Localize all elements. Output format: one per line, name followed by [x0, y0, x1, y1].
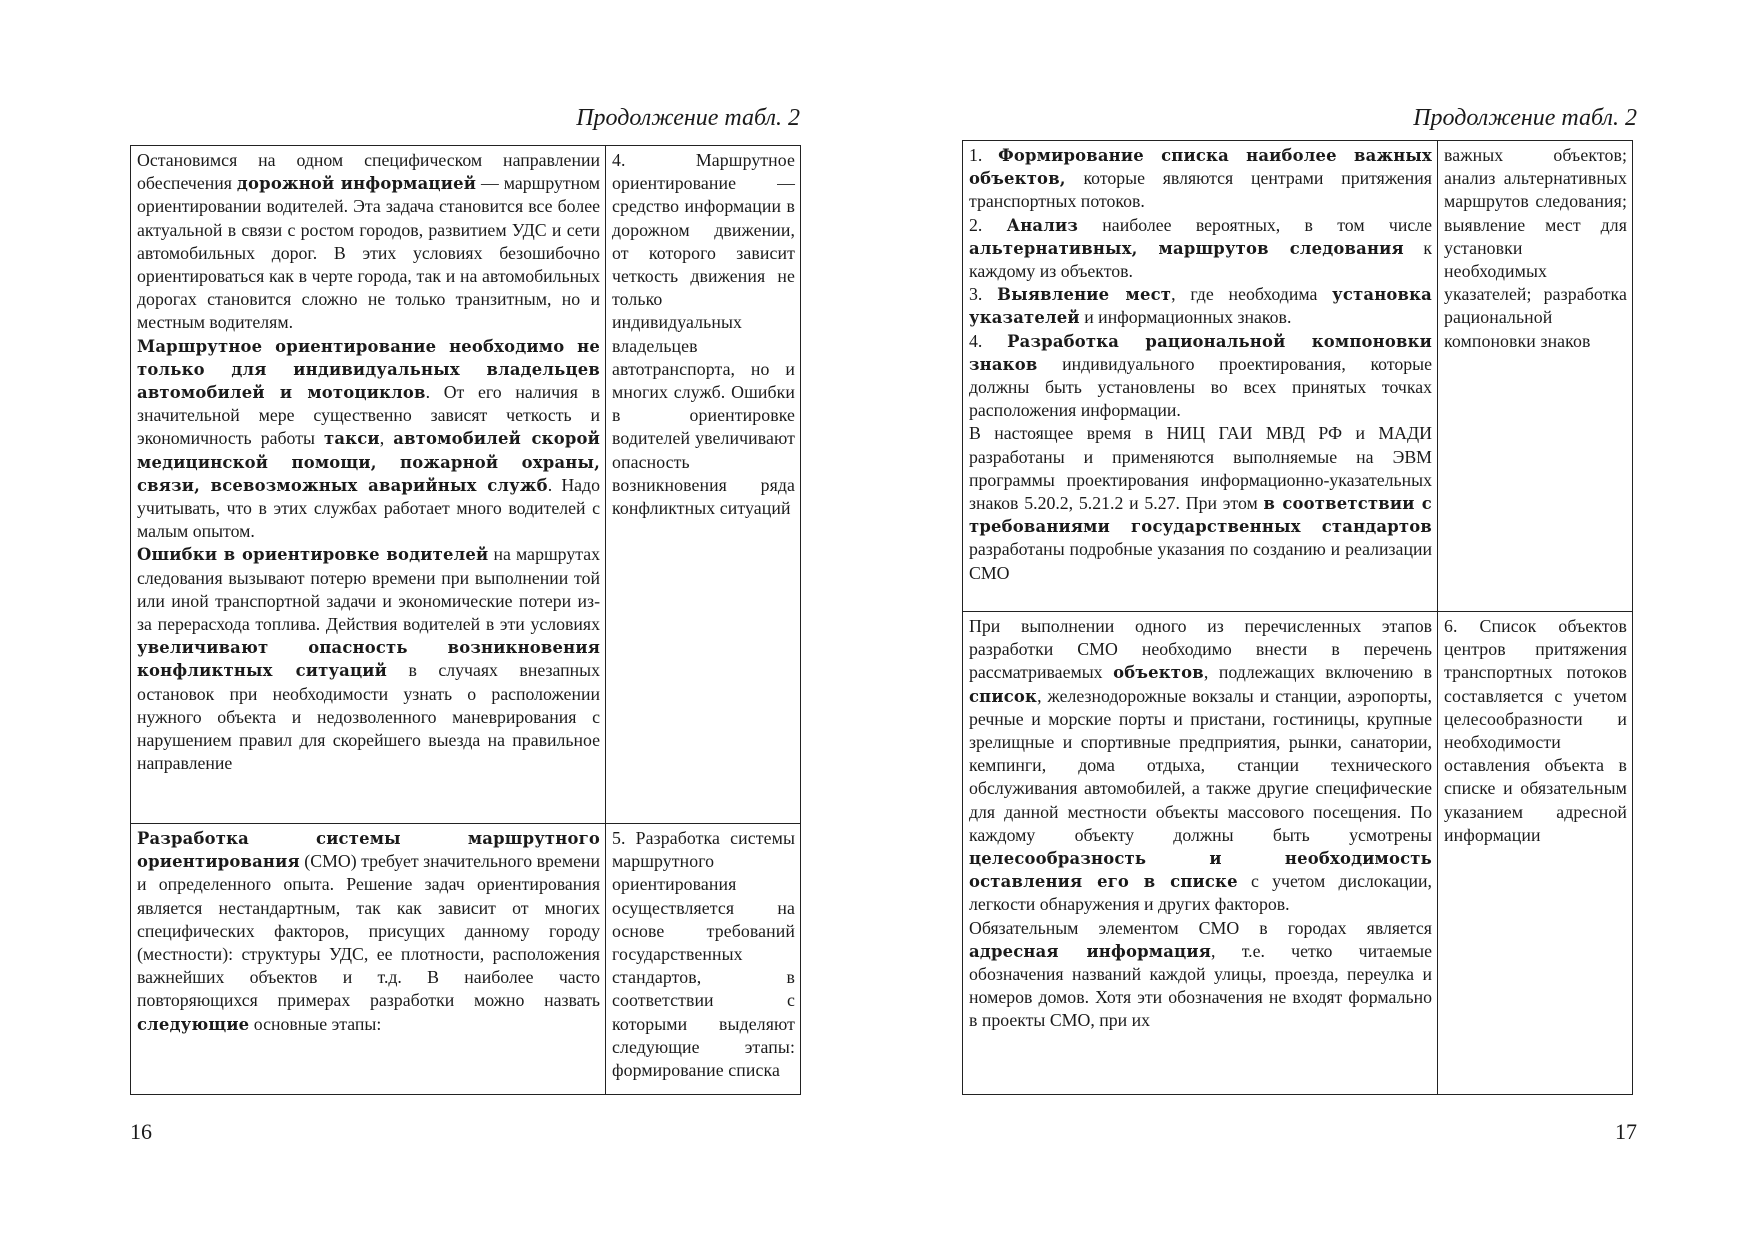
bold-text: объектов [1113, 663, 1204, 683]
text-run: , железнодорожные вокзалы и станции, аэропорты, речные и морские порты и пристани, гостиницы, крупные зрелищные и спортивные предприятия, рынки, санатории, кемпинги, дома отдыха, станции технического обслуживания автомобилей, а также другие специфические для данной местности объекты массового посещения. По каждому объекту должны быть усмотрены [969, 685, 1432, 845]
bold-text: адресная информация [969, 941, 1212, 961]
left-page [0, 0, 877, 1240]
paragraph [969, 214, 1432, 284]
paragraph [969, 144, 1432, 214]
text-run: (СМО) требует значительного времени и определенного опыта. Решение задач ориентирования является нестандартным, так как зависит от многих специфических факторов, присущих данному городу (местности): структуры УДС, ее плотности, расположения важнейших объектов и т.д. В наиболее часто повторяющихся примерах разработки можно назвать [137, 851, 600, 1011]
text-run: к каждому из объектов. [969, 237, 1432, 282]
bold-text: Анализ [1006, 215, 1078, 235]
text-run: наиболее вероятных, в том числе [1077, 214, 1432, 235]
page-number: 16 [130, 1119, 152, 1144]
bold-text: Разработка системы маршрутного ориентирования [137, 829, 600, 872]
main-text-cell [963, 141, 1438, 612]
text-run: и информационных знаков. [1079, 307, 1292, 328]
bold-text: Ошибки в ориентировке водителей [137, 545, 489, 565]
bold-text: альтернативных, маршрутов следования [969, 238, 1404, 258]
text-run: . Надо учитывать, что в этих службах работает много водителей с малым опытом. [137, 474, 600, 542]
text-run: в случаях внезапных остановок при необходимости узнать о расположении нужного объекта и недозволенного маневрирования с нарушением правил для скорейшего выезда на правильное направление [137, 660, 600, 774]
continuation-header: Продолжение табл. 2 [1413, 105, 1637, 131]
text-run: с учетом дислокации, легкости обнаружения и других факторов. [969, 871, 1432, 915]
paragraph [969, 330, 1432, 423]
bold-text: дорожной информацией [236, 174, 477, 194]
main-text-cell [131, 824, 606, 1095]
bold-text: Выявление мест [997, 285, 1172, 305]
text-run: разработаны подробные указания по созданию и реализации СМО [969, 539, 1432, 583]
text-run: Обязательным элементом СМО в городах является [969, 917, 1432, 938]
paragraph [137, 335, 600, 544]
text-run: индивидуального проектирования, которые должны быть установлены во всех принятых точках расположения информации. [969, 353, 1432, 421]
page-number: 17 [1615, 1119, 1637, 1144]
text-run: . От его наличия в значительной мере существенно зависят четкость и экономичность работы [137, 382, 600, 449]
text-run: , где необходима [1171, 284, 1333, 305]
text-run: , [379, 428, 394, 449]
bold-text: следующие [137, 1014, 250, 1034]
text-run: 2. [969, 214, 1007, 235]
paragraph [969, 917, 1432, 1033]
table-row [963, 612, 1633, 1095]
bold-text: автомобилей скорой медицинской помощи, пожарной охраны, связи, всевозможных аварийных служб [137, 429, 601, 495]
bold-text: Маршрутное ориентирование необходимо не только для индивидуальных владельцев автомобилей и мотоциклов [137, 336, 600, 403]
text-run: В настоящее время в НИЦ ГАИ МВД РФ и МАДИ разработаны и применяются выполняемые на ЭВМ программы проектирования информационно-указательных знаков 5.20.2, 5.21.2 и 5.27. При этом [969, 423, 1432, 514]
table-row [131, 146, 801, 824]
bold-text: в соответствии с требованиями государственных стандартов [969, 494, 1432, 537]
text-run: Остановимся на одном специфическом направлении обеспечения [137, 150, 600, 194]
bold-text: Формирование списка наиболее важных объектов, [969, 146, 1433, 189]
text-run: — маршрутном ориентировании водителей. Эта задача становится все более актуальной в связи с ростом городов, развитием УДС и сети автомобильных дорог. В этих условиях безошибочно ориентироваться как в черте города, так и на автомобильных дорогах становится сложно не только транзитным, но и местным водителям. [137, 173, 601, 333]
summary-cell: 6. Список объектов центров притяжения транспортных потоков составляется с учетом целесообразности и необходимости оставления объекта в списке и обязательным указанием адресной информации [1438, 612, 1633, 1095]
bold-text: такси [324, 429, 380, 449]
paragraph [969, 422, 1432, 584]
text-run: 3. [969, 284, 998, 305]
right-page [877, 0, 1755, 1240]
content-table [962, 140, 1633, 1095]
paragraph [137, 827, 600, 1036]
paragraph [969, 615, 1432, 917]
summary-cell: 5. Разработка системы маршрутного ориентирования осуществляется на основе требований государственных стандартов, в соответствии с которыми выделяют следующие этапы: формирование списка [606, 824, 801, 1095]
content-table [130, 145, 801, 1095]
paragraph [969, 283, 1432, 329]
bold-text: установка указателей [969, 285, 1432, 328]
text-run: на маршрутах следования вызывают потерю времени при выполнении той или иной транспортной задачи и экономические потери из-за перерасхода топлива. Действия водителей в эти условиях [137, 544, 600, 635]
main-text-cell [963, 612, 1438, 1095]
text-run: , подлежащих включению в [1203, 662, 1432, 683]
paragraph [137, 543, 600, 775]
paragraph [137, 149, 600, 335]
main-text-cell [131, 146, 606, 824]
text-run: , т.е. четко читаемые обозначения названий каждой улицы, проезда, переулка и номеров домов. Хотя эти обозначения не входят формально в проекты СМО, при их [969, 940, 1432, 1031]
bold-text: список [969, 686, 1038, 706]
bold-text: целесообразность и необходимость оставления его в списке [969, 849, 1432, 892]
text-run: основные этапы: [249, 1013, 382, 1034]
bold-text: Разработка рациональной компоновки знаков [969, 331, 1432, 374]
text-run: При выполнении одного из перечисленных этапов разработки СМО необходимо внести в перечень рассматриваемых [969, 616, 1432, 683]
text-run: 4. [969, 330, 1008, 351]
table-row [131, 824, 801, 1095]
text-run: 1. [969, 145, 999, 165]
continuation-header: Продолжение табл. 2 [576, 105, 800, 131]
bold-text: увеличивают опасность возникновения конфликтных ситуаций [137, 638, 600, 681]
summary-cell: 4. Маршрутное ориентирование — средство информации в дорожном движении, от которого зависит четкость движения не только индивидуальных владельцев автотранспорта, но и многих служб. Ошибки в ориентировке водителей увеличивают опасность возникновения ряда конфликтных ситуаций [606, 146, 801, 824]
text-run: которые являются центрами притяжения транспортных потоков. [969, 168, 1432, 212]
summary-cell: важных объектов; анализ альтернативных маршрутов следования; выявление мест для установки необходимых указателей; разработка рациональной компоновки знаков [1438, 141, 1633, 612]
table-row [963, 141, 1633, 612]
